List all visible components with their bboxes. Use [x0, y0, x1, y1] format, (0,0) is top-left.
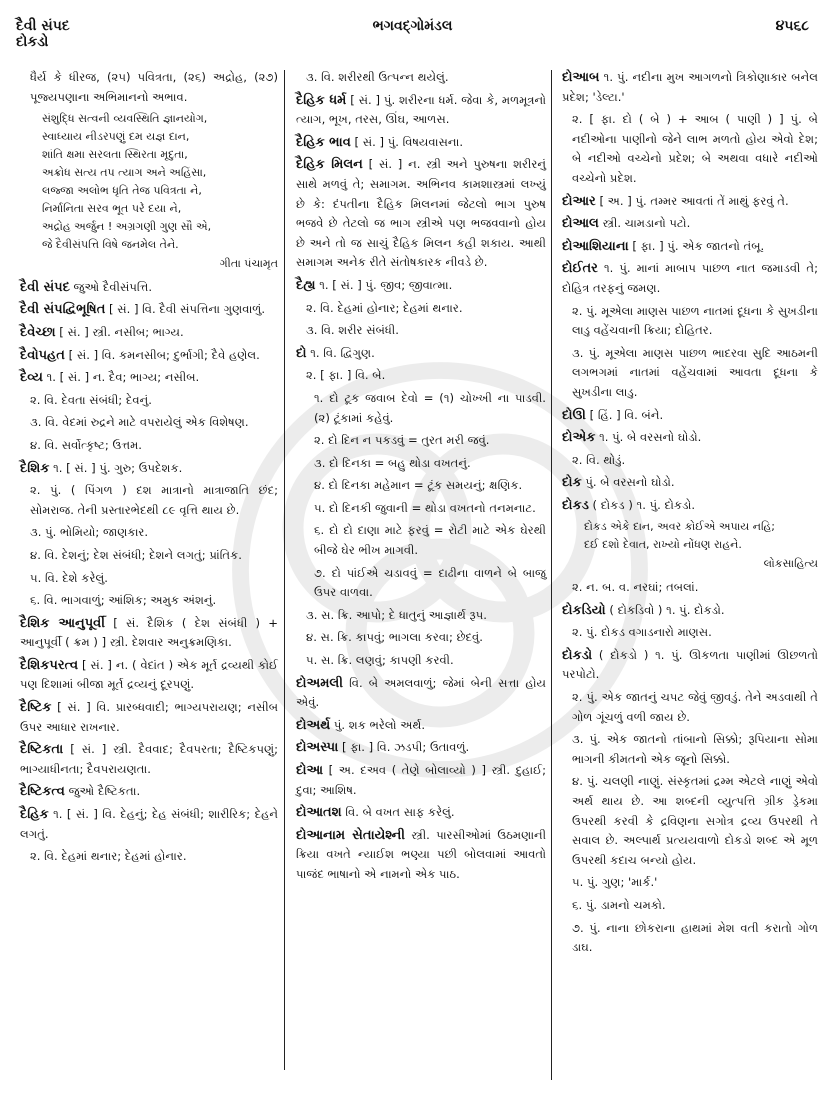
sense-text: ૫. વિ. દેશે કરેલું.: [30, 570, 108, 585]
sense-text: ૪. પું. ચલણી નાણું. સંસ્કૃતમાં દ્રમ્મ એટલે નાણું એવો અર્થ થાય છે. આ શબ્દની વ્યુત્પત્તિ ગ્રીક ડ્રેકમા ઉપરથી કરવી કે દ્રવિણના સગોત્ર દ્રવ્ય ઉપરથી તે સવાલ છે. અલ્પાર્થ પ્રત્યયવાળો દોકડો શબ્દ એ મૂળ ઉપરથી કદાચ બન્યો હોય.: [572, 774, 818, 867]
dictionary-entry: [20, 346, 278, 366]
headword: દોઆલ: [562, 216, 599, 232]
headword: દોકડો: [562, 647, 593, 663]
definition-text: [ સં. ] પું. શરીરના ધર્મ. જેવા કે, મળમૂત્રનો ત્યાગ, ભૂખ, તરસ, ઊંઘ, આળસ.: [296, 92, 547, 127]
headword: દોઆર: [562, 193, 596, 209]
definition-text: સ્ત્રી. પારસીઓમાં ઉઠમણાની ક્રિયા વખતે ન્યાઈશ ભણ્યા પછી બોલવામાં આવતો પાજંદ ભાષાનો એ નામનો એક પાઠ.: [296, 827, 547, 881]
definition-text: [ સં. ] ન. ( વેદાંત ) એક મૂર્ત દ્રવ્યથી કોઈ પણ દિશામાં બીજા મૂર્ત દ્રવ્યનું દૂરપણું.: [20, 657, 279, 692]
dictionary-entry: [562, 646, 818, 685]
dictionary-entry: [296, 344, 546, 364]
headword: દોઅસ્પા: [296, 740, 339, 756]
sense-text: ધૈર્ય કે ધીરજ, (૨૫) પવિત્રતા, (૨૬) અદ્રોહ, (૨૭) પૂજ્યપણાના અભિમાનનો અભાવ.: [30, 70, 278, 104]
dictionary-entry: [562, 601, 818, 621]
definition-text: [ સં. ] ન. સ્ત્રી અને પુરુષના શરીરનું સાથે મળવું તે; સમાગમ. અભિનવ કામશાસ્ત્રમાં લખ્યું છે કે: દંપતીના દૈહિક મિલનમાં જેટલો ભાગ પુરુષ ભજવે છે તેટલો જ ભાગ સ્ત્રીએ પણ ભજવવાનો હોય છે અને તો જ સાચું દૈહિક મિલન કહી શકાય. આથી સમાગમ અનેક રીતે સંતોષકારક નીવડે છે.: [296, 157, 546, 270]
quotation-verse: દોકડ એકે દાન, અવર કોઈએ અપાય નહિ;: [584, 520, 776, 534]
idiom-text: ૨. દો દિન ન પકડવું = તુરત મરી જવું.: [314, 433, 490, 448]
sense-text: ૭. પું. નાના છોકરાના હાથમાં મેશ વતી કરાતો ગોળ ડાઘ.: [572, 920, 818, 955]
headword: દૈષ્ટિક: [20, 700, 52, 716]
sense-text: ૨. [ ફા. ] વિ. બે.: [306, 368, 386, 383]
guide-word-first: દૈવી સંપદ: [16, 18, 70, 34]
idiom-text: ૧. દો ટૂક જવાબ દેવો = (૧) ચોખ્ખી ના પાડવી. (૨) ટૂંકામાં કહેવું.: [314, 390, 546, 425]
headword: દોઆનામ સેતાયેશ્ની: [296, 827, 406, 843]
sense-text: ૨. પું. મૂએલા માણસ પાછળ નાતમાં દૂધના કે સુખડીના લાડુ વહેંચવાની ક્રિયા; દોહિતર.: [572, 303, 818, 338]
definition-text: ( દોકડો ) ૧. પું. ઊકળતા પાણીમાં ઊછળતો પરપોટો.: [562, 647, 819, 682]
column-3: [562, 68, 818, 961]
dictionary-entry: [296, 826, 546, 885]
idiom-text: ૬. દો દો દાણા માટે ફરવું = રોટી માટે એક ઘેરથી બીજે ઘેર ભીખ માગવી.: [314, 523, 546, 558]
dictionary-entry: [562, 406, 818, 426]
dictionary-entry: [20, 782, 278, 802]
sense-text: ૪. વિ. સર્વોત્કૃષ્ટ; ઉત્તમ.: [30, 437, 142, 452]
quotation-verse: જે દૈવીસંપત્તિ વિષે જનમેલ તેને.: [42, 238, 179, 252]
dictionary-entry: [296, 761, 546, 800]
headword: દોકડિયો: [562, 602, 606, 618]
headword: દૈહિક ધર્મ: [296, 92, 347, 108]
dictionary-entry: [562, 214, 818, 234]
definition-text: [ સં. ] સ્ત્રી. નસીબ; ભાગ્ય.: [59, 324, 184, 339]
guide-word-last: દોકડો: [16, 34, 49, 50]
dictionary-entry: [20, 740, 278, 779]
headword: દો: [296, 345, 307, 361]
dictionary-entry: [296, 803, 546, 823]
definition-text: [ સં. ] પું. વિષયવાસના.: [354, 134, 464, 149]
dictionary-entry: [296, 91, 546, 130]
headword: દૈહ્ય: [296, 277, 316, 293]
sense-text: ૨. પું. એક જાતનું ચપટ જેવું જીવડું. તેને અડવાથી તે ગોળ ગૂંચળું વળી જાય છે.: [572, 690, 818, 724]
headword: દોક: [562, 475, 582, 491]
headword: દોઆશિયાના: [562, 238, 629, 254]
column-1: [20, 68, 278, 870]
headword: દોઅર્થ: [296, 717, 331, 733]
dictionary-entry: [562, 428, 818, 448]
definition-text: ( દોકડ ) ૧. પું. દોકડો.: [592, 497, 696, 512]
sense-text: ૩. પું. મૂએલા માણસ પાછળ ભાદરવા સુદિ આઠમની લગભગમાં નાતમાં વહેંચવામાં આવતા દૂધના કે સુખડીના લાડુ.: [572, 345, 818, 399]
dictionary-entry: [20, 278, 278, 298]
headword: દોકડ: [562, 497, 589, 513]
headword: દૈહિક ભાવ: [296, 134, 351, 150]
sense-text: ૩. વિ. વેદમાં રુદ્રને માટે વપરાયેલું એક વિશેષણ.: [30, 415, 249, 430]
dictionary-entry: [562, 259, 818, 298]
sense-text: ૩. પું. ભોમિયો; જાણકાર.: [30, 525, 149, 540]
definition-text: ૧. [ સં. ] ન. દૈવ; ભાગ્ય; નસીબ.: [46, 370, 200, 385]
definition-text: વિ. બે અમલવાળું; જેમાં બેની સત્તા હોય એવું.: [296, 675, 546, 710]
dictionary-entry: [20, 698, 278, 737]
sense-text: ૫. પું. ગુણ; 'માર્ક.': [572, 875, 658, 890]
definition-text: ૧. પું. બે વરસનો ઘોડો.: [599, 430, 702, 445]
sense-text: ૬. પું. ડામનો ચમકો.: [572, 897, 666, 912]
column-divider: [551, 70, 552, 1080]
sense-text: ૨. વિ. દેહમાં થનાર; દેહમાં હોનાર.: [30, 849, 187, 864]
dictionary-entry: [20, 805, 278, 844]
quotation-verse: શાંતિ ક્ષમા સરલતા સ્થિરતા મૃદુતા,: [42, 148, 188, 162]
definition-text: જુઓ દૈષ્ટિકતા.: [68, 784, 141, 799]
definition-text: [ સં. દૈશિક ( દેશ સંબંધી ) + આનુપૂર્વી ( ક્રમ ) ] સ્ત્રી. દેશવાર અનુક્રમણિકા.: [20, 615, 278, 650]
quotation-verse: સંશુદ્ધિ સત્વની વ્યવસ્થિતિ જ્ઞાનયોગ,: [42, 112, 208, 126]
idiom-text: ૪. દો દિનકા મહેમાન = ટૂંક સમયનું; ક્ષણિક.: [314, 478, 523, 493]
definition-text: [ સં. ] વિ. પ્રારબ્ધવાદી; ભાગ્યપરાયણ; નસીબ ઉપર આધાર રાખનાર.: [20, 700, 279, 734]
definition-text: [ સં. ] વિ. કમનસીબ; દુર્ભાગી; દૈવે હણેલ.: [68, 347, 260, 362]
dictionary-entry: [562, 68, 818, 107]
headword: દૈશિક આનુપૂર્વી: [20, 615, 105, 631]
column-divider: [284, 70, 285, 1070]
definition-text: પું. શક ભરેલો અર્થ.: [333, 717, 426, 732]
headword: દૈવેચ્છા: [20, 324, 56, 340]
sense-text: ૫. સ. ક્રિ. લણવું; કાપણી કરવી.: [306, 653, 454, 668]
headword: દોઆબ: [562, 70, 600, 85]
dictionary-entry: [562, 496, 818, 516]
definition-text: વિ. બે વખત સાફ કરેલું.: [345, 805, 455, 820]
headword: દોઆ: [296, 763, 324, 778]
definition-text: પું. બે વરસનો ઘોડો.: [585, 475, 675, 490]
definition-text: ૧. [ સં. ] પું. જીવ; જીવાત્મા.: [319, 277, 453, 292]
definition-text: ( દોકડિવો ) ૧. પું. દોકડો.: [609, 602, 725, 617]
quotation-verse: દઈ દશો દેવાત, રાખ્યો નોંધણ રાહને.: [584, 538, 742, 552]
sense-text: ૩. વિ. શરીરથી ઉત્પન્ન થયેલું.: [306, 70, 449, 84]
idiom-text: ૩. દો દિનકા = બહુ થોડા વખતનું.: [314, 455, 471, 470]
headword: દૈવી સંપદ: [20, 279, 70, 295]
quotation-verse: સ્વાધ્યાય નીડરપણું દમ યજ્ઞ દાન,: [42, 130, 190, 144]
dictionary-entry: [296, 276, 546, 296]
headword: દૈશિક: [20, 460, 50, 476]
quotation-verse: લજ્જા અલોભ ધૃતિ તેજ પવિત્રતા ને,: [42, 184, 202, 198]
page-number: ૪૫૬૮: [775, 18, 809, 34]
dictionary-entry: [296, 716, 546, 736]
column-2: [296, 68, 546, 888]
sense-text: ૨. વિ. દેવતા સંબંધી; દેવનું.: [30, 392, 152, 407]
dictionary-entry: [296, 674, 546, 713]
dictionary-entry: [296, 155, 546, 273]
definition-text: [ ફા. ] પું. એક જાતનો તંબૂ.: [632, 238, 765, 253]
definition-text: ૧. [ સં. ] વિ. દેહનું; દેહ સંબંધી; શારીરિક; દેહને લગતું.: [20, 807, 278, 841]
sense-text: ૨. ન. બ. વ. નરઘાં; તબલાં.: [572, 580, 699, 595]
definition-text: [ અ. દઅવ ( તેણે બોલાવ્યો ) ] સ્ત્રી. દુહાઈ; દુવા; આશિષ.: [296, 763, 546, 797]
dictionary-entry: [20, 368, 278, 388]
idiom-text: ૫. દો દિનકી જુવાની = થોડા વખતનો તનમનાટ.: [314, 500, 536, 515]
sense-text: ૨. [ ફા. દો ( બે ) + આબ ( પાણી ) ] પું. બે નદીઓના પાણીનો જેને લાભ મળતો હોય એવો દેશ; બે નદીઓ વચ્ચેનો પ્રદેશ; બે અથવા વધારે નદીઓ વચ્ચેનો પ્રદેશ.: [572, 112, 818, 185]
dictionary-entry: [296, 133, 546, 153]
sense-text: ૨. પું. દોકડ વગાડનારો માણસ.: [572, 625, 712, 640]
headword: દૈશિકપરત્વ: [20, 657, 79, 673]
headword: દોઈતર: [562, 261, 598, 277]
definition-text: ૧. પું. નદીના મુખ આગળનો ત્રિકોણાકાર બનેલ પ્રદેશ; 'ડેલ્ટા.': [562, 70, 819, 104]
quotation-verse: અક્રોધ સત્ય તપ ત્યાગ અને અહિંસા,: [42, 166, 207, 180]
idiom-text: ૭. દો પાંઈએ ચડાવવું = દાઢીના વાળને બે બાજુ ઉપર વાળવા.: [314, 565, 546, 600]
definition-text: [ સં. ] વિ. દૈવી સંપત્તિના ગુણવાળું.: [109, 302, 266, 317]
definition-text: સ્ત્રી. ચામડાનો પટો.: [602, 216, 691, 231]
definition-text: [ ફા. ] વિ. ઝડપી; ઉતાવળું.: [341, 740, 470, 755]
definition-text: ૧. [ સં. ] પું. ગુરુ; ઉપદેશક.: [53, 460, 183, 475]
dictionary-entry: [562, 237, 818, 257]
quotation-verse: નિર્માનિતા સરવ ભૂત પરે દયા ને,: [42, 202, 182, 216]
headword: દૈષ્ટિકત્વ: [20, 784, 65, 800]
dictionary-entry: [562, 473, 818, 493]
dictionary-columns: [16, 68, 819, 1098]
headword: દૈવ્ય: [20, 370, 43, 386]
headword: દોઅમલી: [296, 675, 343, 691]
sense-text: ૩. પું. એક જાતનો તાંબાનો સિક્કો; રૂપિયાના સોમા ભાગની કીમતનો એક જૂનો સિક્કો.: [572, 732, 818, 766]
headword: દોએક: [562, 430, 596, 446]
headword: દૈવી સંપદ્વિભૂષિત: [20, 302, 106, 318]
sense-text: ૬. વિ. ભાગવાળું; આંશિક; અમુક અંશનું.: [30, 593, 217, 608]
headword: દોઊ: [562, 407, 586, 423]
sense-text: ૨. વિ. થોડું.: [572, 452, 626, 467]
definition-text: ૧. વિ. દ્વિગુણ.: [310, 345, 375, 360]
dictionary-entry: [296, 738, 546, 758]
headword: દૈષ્ટિકતા: [20, 742, 64, 758]
dictionary-entry: [562, 192, 818, 212]
headword: દૈહિક મિલન: [296, 157, 363, 173]
definition-text: [ અ. ] પું. તમ્મર આવતાં તેં માથું ફરવું તે.: [599, 193, 789, 208]
definition-text: [ સં. ] સ્ત્રી. દૈવવાદ; દૈવપરતા; દૈષ્ટિકપણું; ભાગ્યાધીનતા; દૈવપરાયણતા.: [20, 742, 279, 776]
headword: દોઆતશ: [296, 805, 342, 821]
sense-text: ૨. પું. ( પિંગળ ) દશ માત્રાનો માત્રાજાતિ છંદ; સોમરાજ. તેની પ્રસ્તારભેદથી ૮૯ વૃત્તિ થાય છે.: [30, 483, 278, 517]
sense-text: ૪. સ. ક્રિ. કાપવું; ભાગલા કરવા; છેદવું.: [306, 630, 483, 645]
quotation-source: લોકસાહિત્ય: [763, 557, 818, 571]
definition-text: [ હિં. ] વિ. બંને.: [589, 407, 664, 422]
page-header: [0, 18, 825, 58]
quotation-source: ગીતા પંચામૃત: [219, 257, 278, 271]
sense-text: ૩. સ. ક્રિ. આપો; દે ધાતુનું આજ્ઞાર્થ રૂપ.: [306, 607, 487, 622]
quotation-verse: અદ્રોહ અર્જુન ! અગ્રગણી ગુણ સૌ એ,: [42, 220, 212, 234]
sense-text: ૨. વિ. દેહમાં હોનાર; દેહમાં થનાર.: [306, 300, 463, 315]
sense-text: ૪. વિ. દેશનું; દેશ સંબંધી; દેશને લગતું; પ્રાંતિક.: [30, 547, 242, 562]
headword: દૈહિક: [20, 807, 49, 823]
running-title: ભગવદ્ગોમંડલ: [372, 18, 453, 34]
dictionary-entry: [20, 614, 278, 653]
dictionary-entry: [20, 656, 278, 695]
dictionary-entry: [20, 323, 278, 343]
definition-text: જુઓ દૈવીસંપત્તિ.: [73, 279, 153, 294]
headword: દૈવોપહત: [20, 347, 65, 363]
dictionary-entry: [20, 300, 278, 320]
definition-text: ૧. પું. માનાં માબાપ પાછળ નાત જમાડવી તે; દોહિત્ર તરફનું જમણ.: [562, 261, 819, 295]
dictionary-entry: [20, 459, 278, 479]
sense-text: ૩. વિ. શરીર સંબંધી.: [306, 323, 399, 338]
